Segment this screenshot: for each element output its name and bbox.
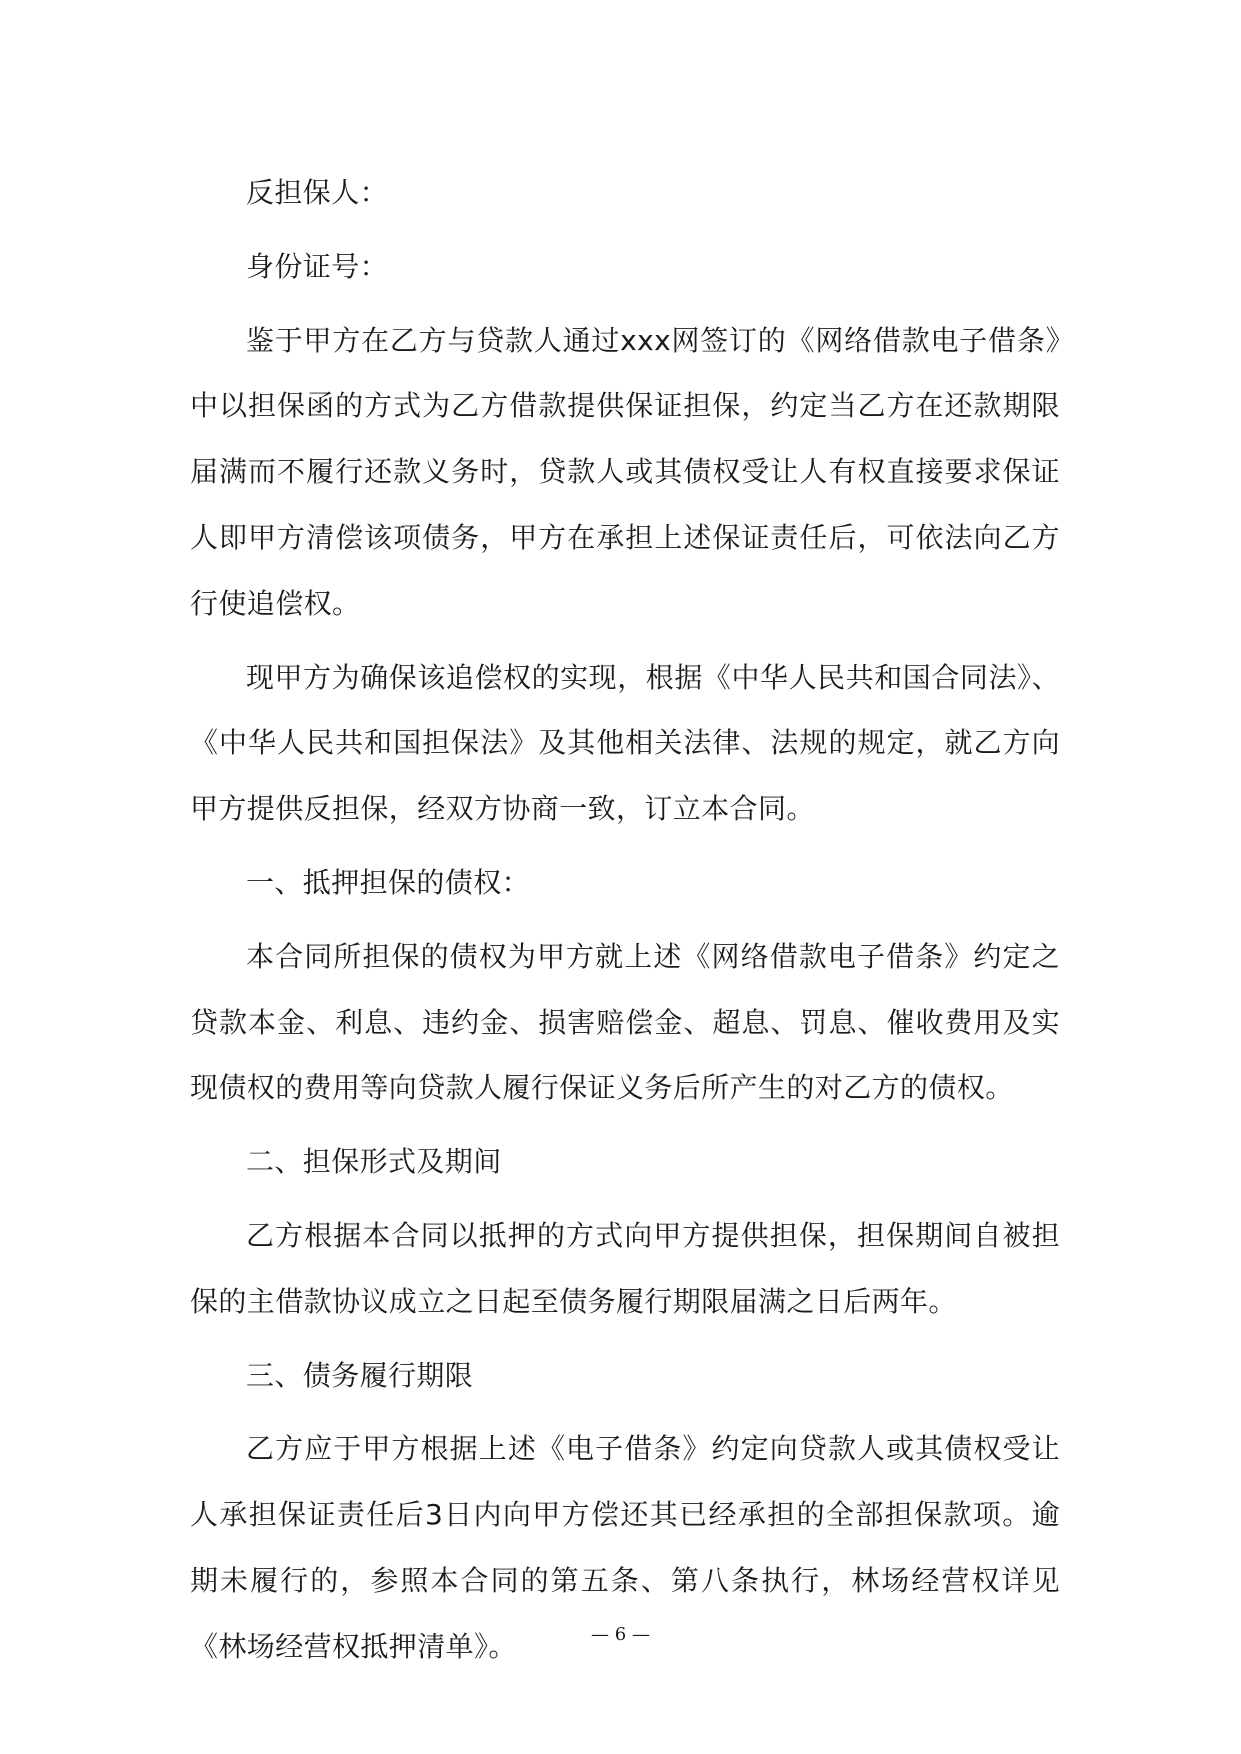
section-heading-1: 一、抵押担保的债权：	[246, 865, 531, 899]
page-number: — 6 —	[591, 1624, 650, 1645]
recital-paragraph: 鉴于甲方在乙方与贷款人通过xxx网签订的《网络借款电子借条》中以担保函的方式为乙方借款提供保证担保，约定当乙方在还款期限届满而不履行还款义务时，贷款人或其债权受让人有权直接要求保证人即甲方清偿该项债务，甲方在承担上述保证责任后，可依法向乙方行使追偿权。	[190, 323, 1060, 620]
purpose-paragraph: 现甲方为确保该追偿权的实现，根据《中华人民共和国合同法》、《中华人民共和国担保法》及其他相关法律、法规的规定，就乙方向甲方提供反担保，经双方协商一致，订立本合同。	[190, 660, 1060, 826]
section-heading-3: 三、债务履行期限	[246, 1358, 474, 1392]
section-2-body: 乙方根据本合同以抵押的方式向甲方提供担保，担保期间自被担保的主借款协议成立之日起至债务履行期限届满之日后两年。	[190, 1218, 1060, 1318]
section-1-body: 本合同所担保的债权为甲方就上述《网络借款电子借条》约定之贷款本金、利息、违约金、损害赔偿金、超息、罚息、催收费用及实现债权的费用等向贷款人履行保证义务后所产生的对乙方的债权。	[190, 939, 1060, 1105]
counter-guarantor-line: 反担保人：	[246, 176, 389, 209]
section-3-body: 乙方应于甲方根据上述《电子借条》约定向贷款人或其债权受让人承担保证责任后3日内向甲方偿还其已经承担的全部担保款项。逾期未履行的，参照本合同的第五条、第八条执行，林场经营权详见《林场经营权抵押清单》。	[190, 1432, 1060, 1663]
id-number-line: 身份证号：	[246, 249, 389, 283]
document-body	[190, 160, 1060, 1688]
section-heading-2: 二、担保形式及期间	[246, 1145, 502, 1179]
